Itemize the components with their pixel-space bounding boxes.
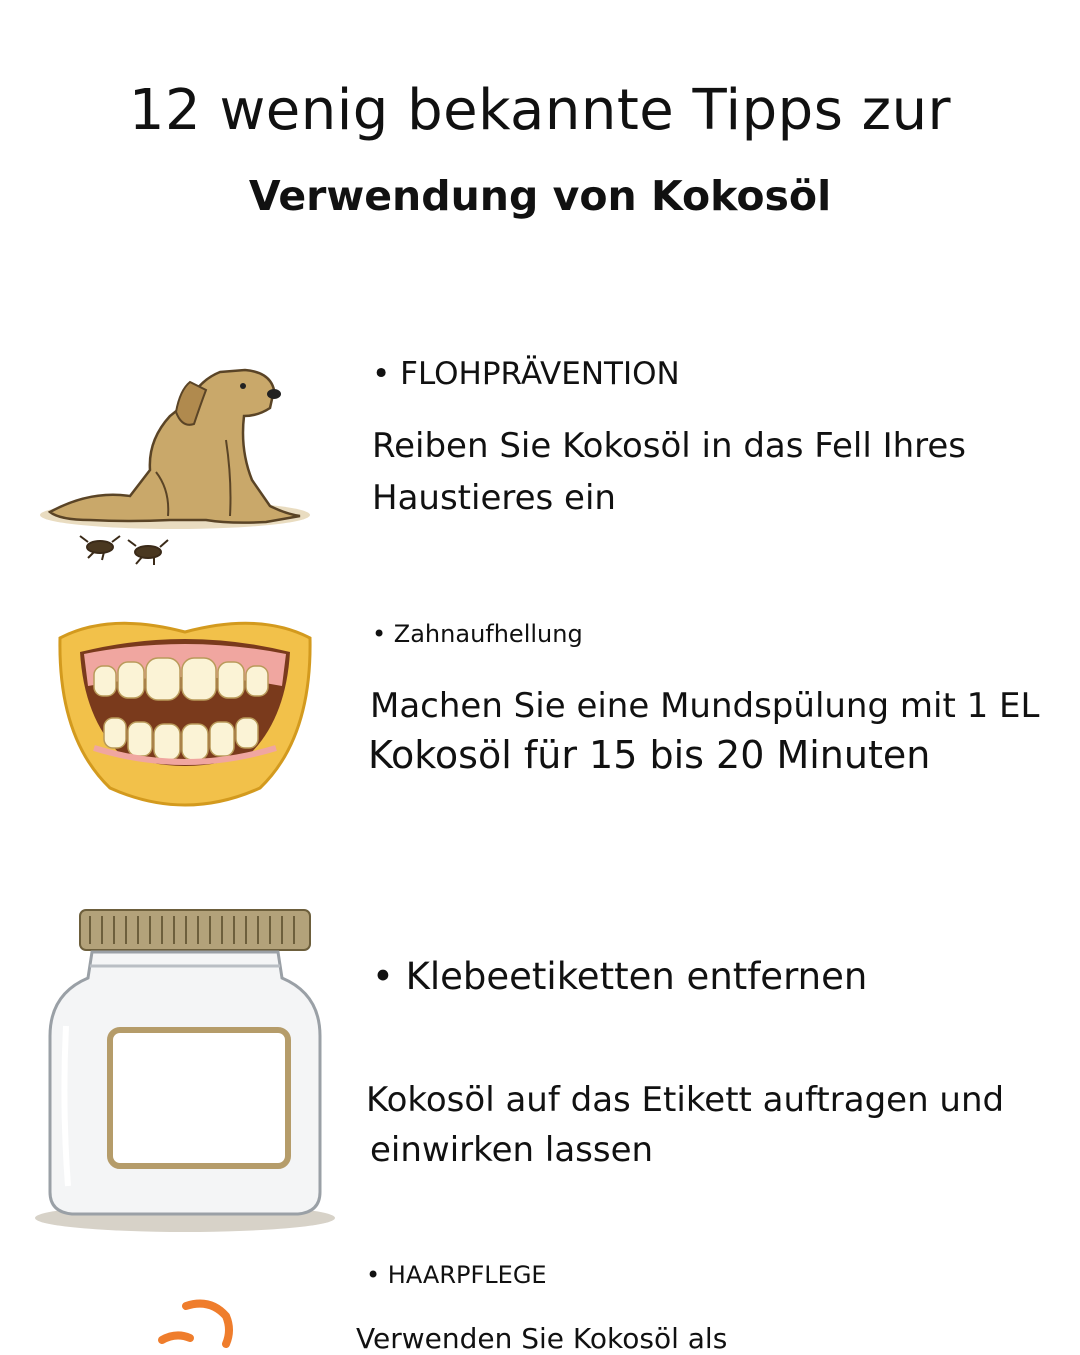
tip-desc-line1-labels: Kokosöl auf das Etikett auftragen und: [366, 1080, 1005, 1120]
hair-icon: [140, 1296, 250, 1350]
page-title: 12 wenig bekannte Tipps zur: [128, 78, 952, 143]
tip-desc-line1-flea: Reiben Sie Kokosöl in das Fell Ihres: [372, 426, 967, 466]
tip-desc-line2-labels: einwirken lassen: [370, 1130, 654, 1170]
tip-desc-line2-flea: Haustieres ein: [372, 478, 616, 518]
tip-heading-labels: • Klebeetiketten entfernen: [372, 955, 868, 998]
tip-desc-line2-teeth: Kokosöl für 15 bis 20 Minuten: [368, 733, 931, 777]
tip-desc-line1-teeth: Machen Sie eine Mundspülung mit 1 EL: [370, 686, 1040, 726]
tip-desc-line1-hair: Verwenden Sie Kokosöl als: [356, 1322, 728, 1355]
glass-jar-icon: [30, 906, 340, 1236]
page-subtitle: Verwendung von Kokosöl: [248, 172, 832, 220]
dog-with-fleas-icon: [30, 320, 320, 580]
tip-heading-teeth: • Zahnaufhellung: [372, 620, 583, 648]
teeth-icon: [50, 608, 320, 818]
tip-heading-hair: • HAARPFLEGE: [366, 1261, 547, 1289]
tip-heading-flea: • FLOHPRÄVENTION: [372, 356, 680, 392]
